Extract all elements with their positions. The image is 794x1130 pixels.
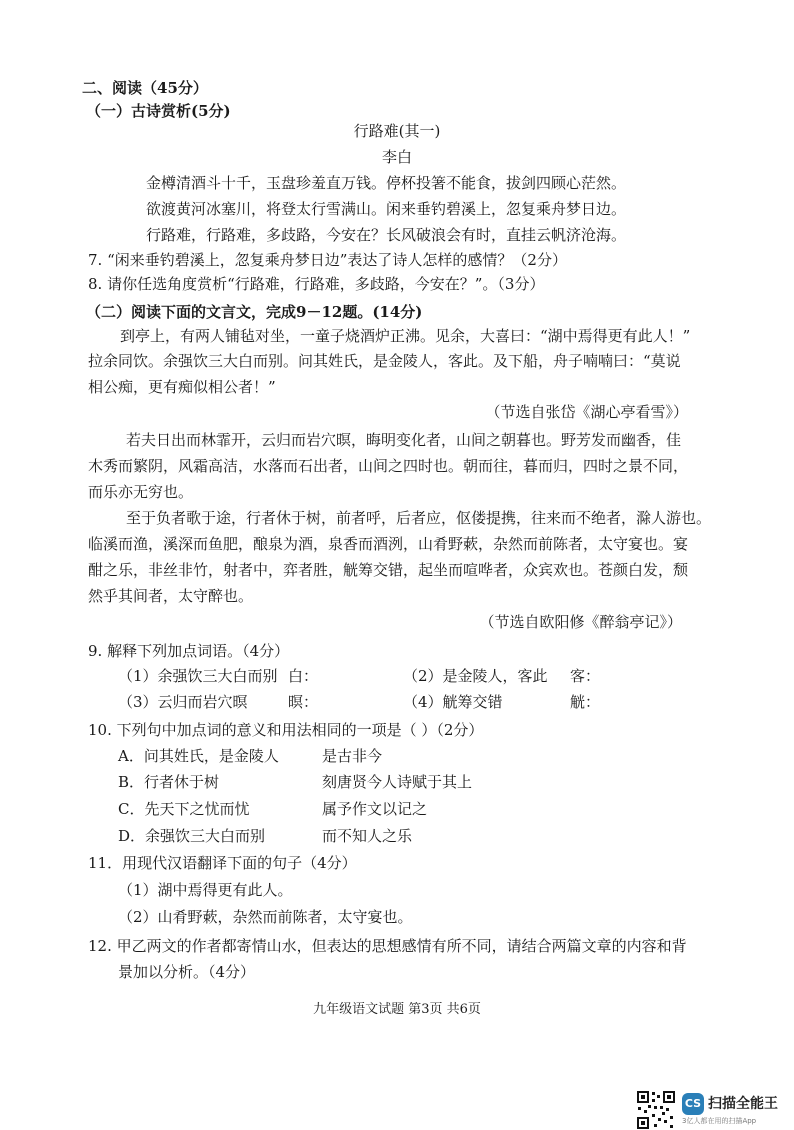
q11-item: （1）湖中焉得更有此人。	[118, 881, 293, 899]
q10-option-left: C．先天下之忧而忧	[118, 800, 250, 818]
q10-option-right: 而不知人之乐	[322, 827, 413, 845]
poem-line: 欲渡黄河冰塞川，将登太行雪满山。闲来垂钓碧溪上，忽复乘舟梦日边。	[146, 200, 627, 218]
camscanner-logo-icon: CS	[682, 1093, 704, 1115]
q9-item-word: 客：	[570, 667, 601, 685]
camscanner-name: 扫描全能王	[708, 1096, 778, 1112]
poem-heading: （一）古诗赏析(5分)	[86, 102, 231, 120]
q10-option-right: 属予作文以记之	[322, 800, 428, 818]
q10-option-right: 是古非今	[322, 747, 383, 765]
passage-a-line: 相公痴，更有痴似相公者！”	[88, 378, 276, 396]
qr-code-icon	[636, 1090, 676, 1130]
section-title: 二、阅读（45分）	[82, 79, 208, 97]
source-a: （节选自张岱《湖心亭看雪》）	[485, 403, 688, 421]
q9-item-word: 暝：	[288, 693, 319, 711]
passage-b-line: 若夫日出而林霏开，云归而岩穴暝，晦明变化者，山间之朝暮也。野芳发而幽香，佳	[126, 431, 682, 449]
question-9: 9. 解释下列加点词语。（4分）	[88, 642, 290, 660]
q10-option-right: 刻唐贤今人诗赋于其上	[322, 773, 473, 791]
q11-item: （2）山肴野蔌，杂然而前陈者，太守宴也。	[118, 908, 413, 926]
passage-b-line: 酣之乐，非丝非竹，射者中，弈者胜，觥筹交错，起坐而喧哗者，众宾欢也。苍颜白发，颓	[88, 561, 689, 579]
question-8: 8. 请你任选角度赏析“行路难，行路难，多歧路，今安在？”。（3分）	[88, 275, 545, 293]
question-12-cont: 景加以分析。（4分）	[118, 963, 256, 981]
q9-item-word: 白：	[288, 667, 319, 685]
q9-item-sentence: （4）觥筹交错	[403, 693, 503, 711]
q10-option-left: A．问其姓氏，是金陵人	[118, 747, 279, 765]
question-11: 11．用现代汉语翻译下面的句子（4分）	[88, 854, 357, 872]
question-7: 7. “闲来垂钓碧溪上，忽复乘舟梦日边”表达了诗人怎样的感情？（2分）	[88, 251, 567, 269]
poem-author: 李白	[381, 148, 412, 166]
passage-b-line: 而乐亦无穷也。	[88, 483, 194, 501]
passage-b-line: 然乎其间者，太守醉也。	[88, 587, 254, 605]
passage-b-line: 临溪而渔，溪深而鱼肥，酿泉为酒，泉香而酒洌，山肴野蔌，杂然而前陈者，太守宴也。宴	[88, 535, 689, 553]
q9-item-sentence: （3）云归而岩穴暝	[118, 693, 248, 711]
passage-a-line: 到亭上，有两人铺毡对坐，一童子烧酒炉正沸。见余，大喜曰：“湖中焉得更有此人！”	[120, 327, 691, 345]
question-12: 12. 甲乙两文的作者都寄情山水，但表达的思想感情有所不同，请结合两篇文章的内容和背	[88, 937, 687, 955]
poem-title: 行路难(其一)	[353, 122, 441, 140]
q10-option-left: D．余强饮三大白而别	[118, 827, 266, 845]
q9-item-sentence: （1）余强饮三大白而别	[118, 667, 278, 685]
q9-item-sentence: （2）是金陵人，客此	[403, 667, 548, 685]
q10-option-left: B．行者休于树	[118, 773, 220, 791]
poem-line: 行路难，行路难，多歧路，今安在？长风破浪会有时，直挂云帆济沧海。	[146, 226, 627, 244]
passage-b-line: 至于负者歌于途，行者休于树，前者呼，后者应，伛偻提携，往来而不绝者，滁人游也。	[126, 509, 712, 527]
passage-b-line: 木秀而繁阴，风霜高洁，水落而石出者，山间之四时也。朝而往，暮而归，四时之景不同，	[88, 457, 689, 475]
question-10: 10. 下列句中加点词的意义和用法相同的一项是（ ）（2分）	[88, 721, 484, 739]
source-b: （节选自欧阳修《醉翁亭记》）	[479, 613, 682, 631]
camscanner-tagline: 3亿人都在用的扫描App	[682, 1117, 757, 1125]
classical-heading: （二）阅读下面的文言文，完成9－12题。(14分)	[86, 303, 423, 321]
poem-line: 金樽清酒斗十千，玉盘珍羞直万钱。停杯投箸不能食，拔剑四顾心茫然。	[146, 174, 627, 192]
page-footer: 九年级语文试题 第3页 共6页	[313, 1002, 481, 1017]
passage-a-line: 拉余同饮。余强饮三大白而别。问其姓氏，是金陵人，客此。及下船，舟子喃喃曰：“莫说	[88, 352, 681, 370]
q9-item-word: 觥：	[570, 693, 601, 711]
